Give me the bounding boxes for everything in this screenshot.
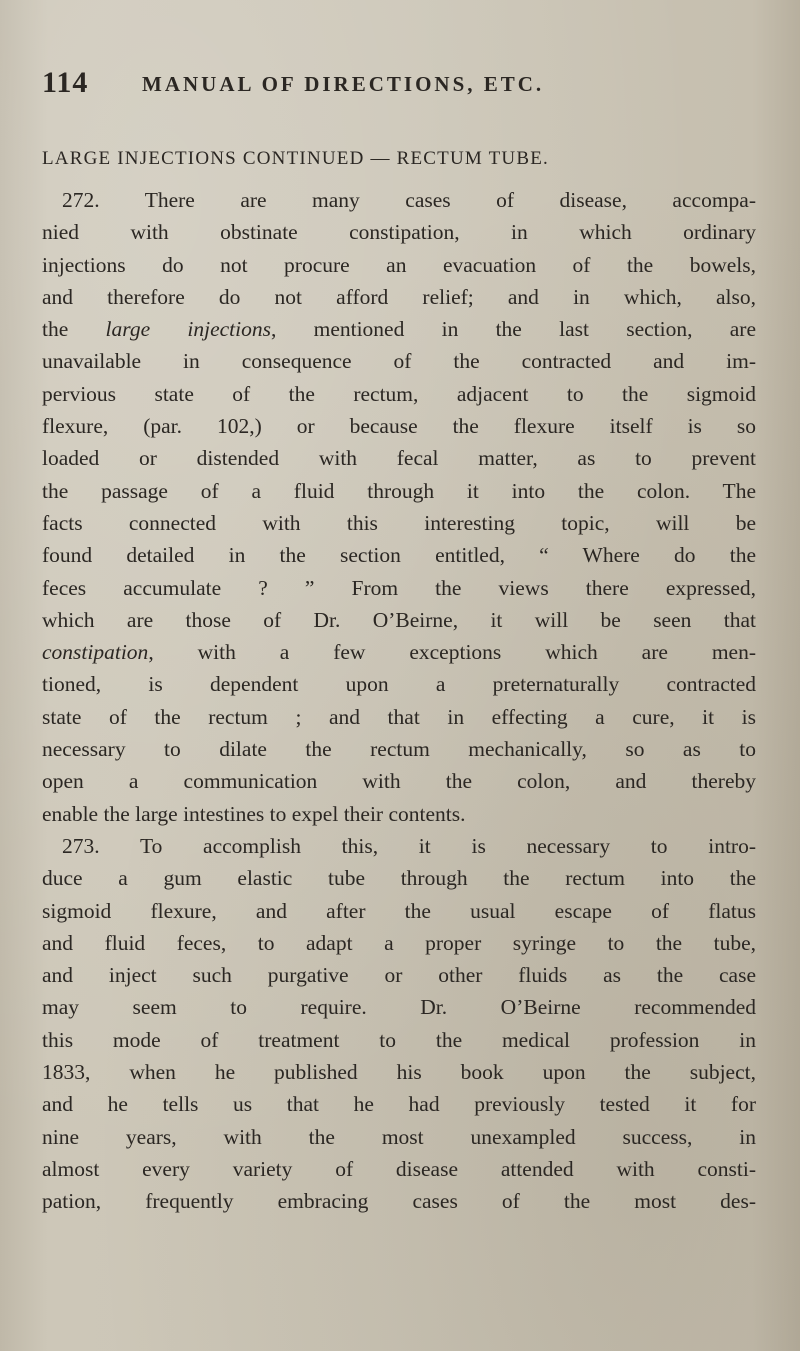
text-line: nied with obstinate constipation, in which ordinary: [42, 220, 756, 245]
text-line: facts connected with this interesting topic, will be: [42, 510, 756, 535]
text-line: pervious state of the rectum, adjacent to the sigmoid: [42, 381, 756, 406]
text-line: found detailed in the section entitled, “ Where do the: [42, 543, 756, 568]
body-text: [42, 184, 756, 1218]
text-line: 273. To accomplish this, it is necessary to intro-: [62, 833, 756, 858]
text-line: the large injections, mentioned in the last section, are: [42, 317, 756, 342]
text-line: may seem to require. Dr. O’Beirne recommended: [42, 995, 756, 1020]
page-number: 114: [42, 66, 89, 99]
text-line: enable the large intestines to expel their contents.: [42, 801, 466, 826]
text-line: nine years, with the most unexampled success, in: [42, 1124, 756, 1149]
text-line: pation, frequently embracing cases of the most des-: [42, 1189, 756, 1214]
text-line: feces accumulate ? ” From the views there expressed,: [42, 575, 756, 600]
text-line: sigmoid flexure, and after the usual escape of flatus: [42, 898, 756, 923]
text-line: duce a gum elastic tube through the rectum into the: [42, 866, 756, 891]
text-line: tioned, is dependent upon a preternaturally contracted: [42, 672, 756, 697]
emphasis: large injections: [105, 317, 271, 342]
text-line: injections do not procure an evacuation of the bowels,: [42, 252, 756, 277]
running-title: MANUAL OF DIRECTIONS, ETC.: [142, 72, 545, 96]
section-heading: LARGE INJECTIONS CONTINUED — RECTUM TUBE.: [42, 148, 549, 169]
text-line: this mode of treatment to the medical profession in: [42, 1027, 756, 1052]
text-line: and fluid feces, to adapt a proper syringe to the tube,: [42, 930, 756, 955]
text-line: unavailable in consequence of the contracted and im-: [42, 349, 756, 374]
text-line: state of the rectum ; and that in effecting a cure, it is: [42, 704, 756, 729]
text-line: 272. There are many cases of disease, accompa-: [62, 188, 756, 212]
text-line: and he tells us that he had previously tested it for: [42, 1092, 756, 1117]
text-line: open a communication with the colon, and thereby: [42, 769, 756, 794]
text-line: which are those of Dr. O’Beirne, it will be seen that: [42, 607, 756, 632]
text-line: almost every variety of disease attended with consti-: [42, 1156, 756, 1181]
running-head: [42, 66, 742, 106]
text-line: loaded or distended with fecal matter, as to prevent: [42, 446, 756, 471]
text-line: and inject such purgative or other fluids as the case: [42, 963, 756, 988]
text-line: necessary to dilate the rectum mechanically, so as to: [42, 737, 756, 762]
emphasis: constipation: [42, 640, 149, 665]
text-line: the passage of a fluid through it into the colon. The: [42, 478, 756, 503]
text-line: and therefore do not afford relief; and in which, also,: [42, 284, 756, 309]
text-line: flexure, (par. 102,) or because the flexure itself is so: [42, 414, 756, 439]
text-line: 1833, when he published his book upon the subject,: [42, 1060, 756, 1085]
text-line: constipation, with a few exceptions which are men-: [42, 640, 756, 665]
